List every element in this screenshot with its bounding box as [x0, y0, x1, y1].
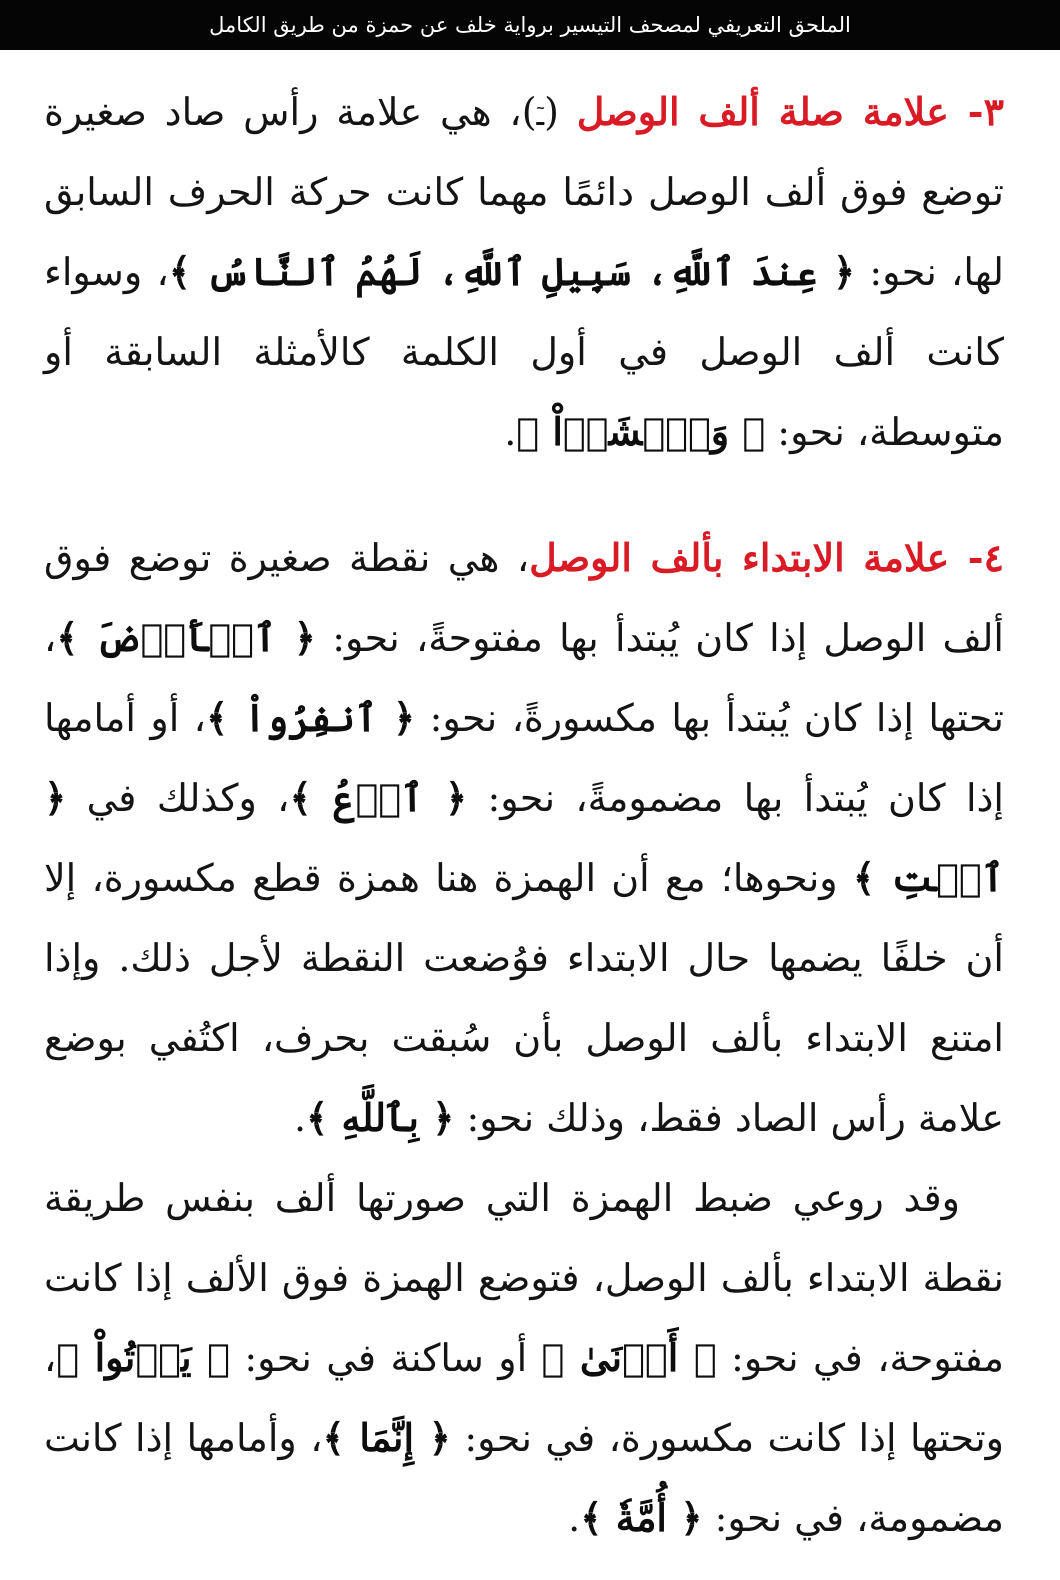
paragraph-hamza-placement [44, 1158, 1004, 1558]
quran-example: ﴿ ٱئۡتِ ﴾ [44, 775, 1004, 900]
paragraph-text: أو ساكنة في نحو: [229, 1336, 542, 1380]
quran-example: ﴿ يَأۡتُواْ ﴾ [56, 1335, 230, 1380]
paragraph-text: ، أو أمامها إذا كان يُبتدأ بها مضمومةً، نحو: [44, 696, 1004, 820]
section-heading-3: ٣- علامة صلة ألف الوصل [576, 89, 1004, 134]
paragraph-text: ، وكذلك في [66, 776, 290, 820]
quran-example: ﴿ وَٱخۡشَوۡاْ ﴾ [516, 409, 766, 454]
paragraph-text: ، هي نقطة صغيرة توضع فوق ألف الوصل إذا كان يُبتدأ بها مفتوحةً، نحو: [44, 536, 1004, 660]
paragraph-text: ، وتحتها إذا كانت مكسورة، في نحو: [44, 1336, 1005, 1460]
section-spacer [44, 472, 1004, 518]
quran-example: ﴿ بِٱللَّهِ ﴾ [306, 1095, 455, 1140]
paragraph-text: . [504, 410, 517, 454]
paragraph-text: وقد روعي ضبط الهمزة التي صورتها ألف بنفس طريقة نقطة الابتداء بألف الوصل، فتوضع الهمزة فوق الألف إذا كانت مفتوحة، في نحو: [44, 1176, 1005, 1380]
quran-example: ﴿ ٱلۡأَرۡضَ ﴾ [56, 615, 316, 660]
paragraph-text: ونحوها؛ مع أن الهمزة هنا همزة قطع مكسورة، إلا أن خلفًا يضمها حال الابتداء فوُضعت النقطة لأجل ذلك. وإذا امتنع الابتداء بألف الوصل بأن سُبقت بحرف، اكتُفي بوضع علامة رأس الصاد فقط، وذلك نحو: [44, 856, 1004, 1140]
page-content [44, 72, 1004, 1558]
wasl-symbol: (ـٙ) [521, 90, 577, 134]
paragraph-text: . [568, 1496, 581, 1540]
quran-example: ﴿ عِندَ ٱللَّهِ، سَبِيلِ ٱللَّهِ، لَهُمُ ٱلنَّاسُ ﴾ [168, 249, 856, 294]
paragraph-text: ، وأمامها إذا كانت مضمومة، في نحو: [44, 1416, 1004, 1540]
quran-example: ﴿ ٱنفِرُواْ ﴾ [205, 695, 416, 740]
paragraph-alif-wasl-sign [44, 72, 1004, 472]
paragraph-text: . [293, 1096, 307, 1140]
paragraph-text: ، وسواء كانت ألف الوصل في أول الكلمة كالأمثلة السابقة أو متوسطة، نحو: [44, 250, 1004, 454]
page-header [0, 0, 1060, 50]
quran-example: ﴿ ٱدۡعُ ﴾ [289, 775, 468, 820]
page-title: الملحق التعريفي لمصحف التيسير برواية خلف عن حمزة من طريق الكامل [209, 13, 851, 37]
quran-example: ﴿ إِنَّمَا ﴾ [322, 1415, 451, 1460]
paragraph-ibtida-sign [44, 518, 1004, 1158]
section-heading-4: ٤- علامة الابتداء بألف الوصل [529, 535, 1004, 580]
paragraph-text: ، هي علامة رأس صاد صغيرة توضع فوق ألف الوصل دائمًا مهما كانت حركة الحرف السابق لها، نحو: [44, 90, 1004, 294]
quran-example: ﴿ أَدۡنَىٰ ﴾ [541, 1335, 717, 1380]
quran-example: ﴿ أُمَّةٗ ﴾ [580, 1495, 703, 1540]
paragraph-text: ، تحتها إذا كان يُبتدأ بها مكسورةً، نحو: [44, 616, 1004, 740]
